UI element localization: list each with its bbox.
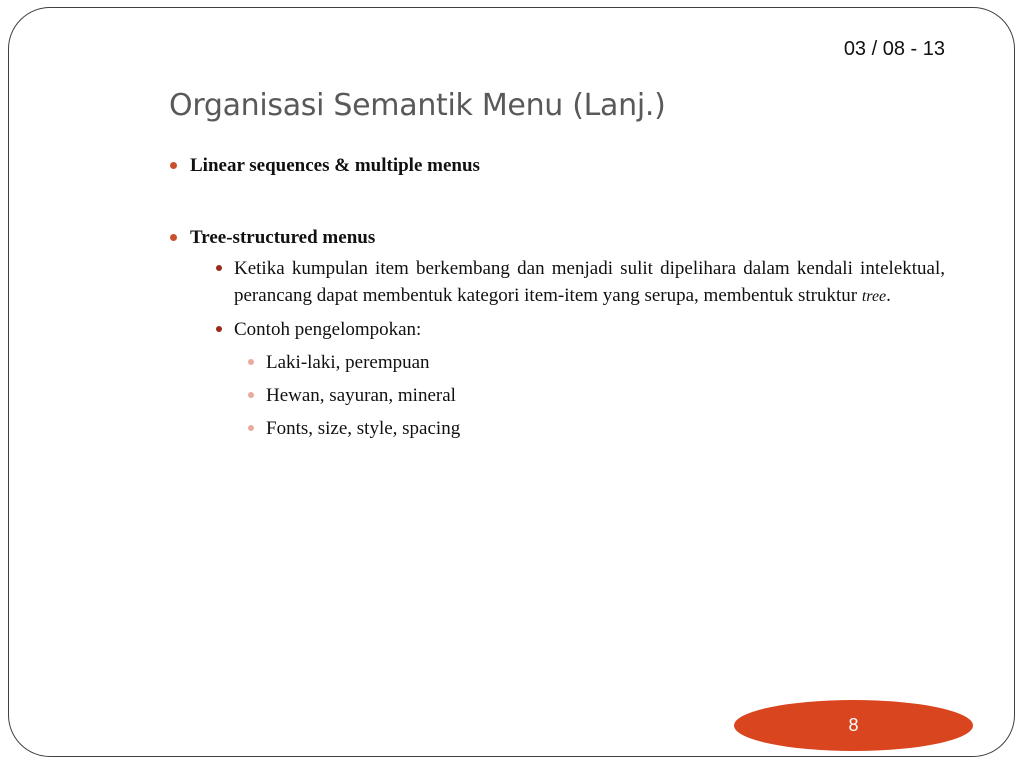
bullet-item-tree-structured (168, 222, 945, 253)
slide-title: Organisasi Semantik Menu (Lanj.) (169, 88, 666, 123)
sub-bullet-italic-term: tree (861, 288, 887, 305)
sub-bullet-period: . (886, 285, 891, 306)
sub-bullet-item-description (212, 255, 945, 310)
bullet-dot-icon (170, 234, 177, 241)
bullet-dot-icon (170, 162, 177, 169)
bullet-dot-icon (216, 326, 222, 332)
example-item (244, 349, 945, 376)
bullet-dot-icon (248, 392, 254, 398)
sub-bullet-item-grouping (212, 316, 945, 343)
page-number-badge (734, 700, 973, 751)
example-item (244, 415, 945, 442)
slide-body (168, 150, 945, 442)
bullet-item-linear-sequences (168, 150, 945, 181)
sub-bullet-text: Ketika kumpulan item berkembang dan menjadi sulit dipelihara dalam kendali intelektual, perancang dapat membentuk kategori item-item yang serupa, membentuk struktur (234, 258, 945, 306)
example-item (244, 382, 945, 409)
bullet-text: Tree-structured menus (190, 227, 376, 248)
bullet-dot-icon (216, 265, 222, 271)
page-number: 8 (848, 715, 859, 735)
bullet-dot-icon (248, 359, 254, 365)
bullet-text: Linear sequences & multiple menus (190, 155, 480, 176)
slide-date: 03 / 08 - 13 (843, 38, 945, 60)
bullet-dot-icon (248, 425, 254, 431)
sub-bullet-text: Contoh pengelompokan: (234, 319, 422, 340)
example-text: Hewan, sayuran, mineral (266, 385, 456, 406)
example-text: Laki-laki, perempuan (266, 352, 430, 373)
example-text: Fonts, size, style, spacing (266, 418, 461, 439)
